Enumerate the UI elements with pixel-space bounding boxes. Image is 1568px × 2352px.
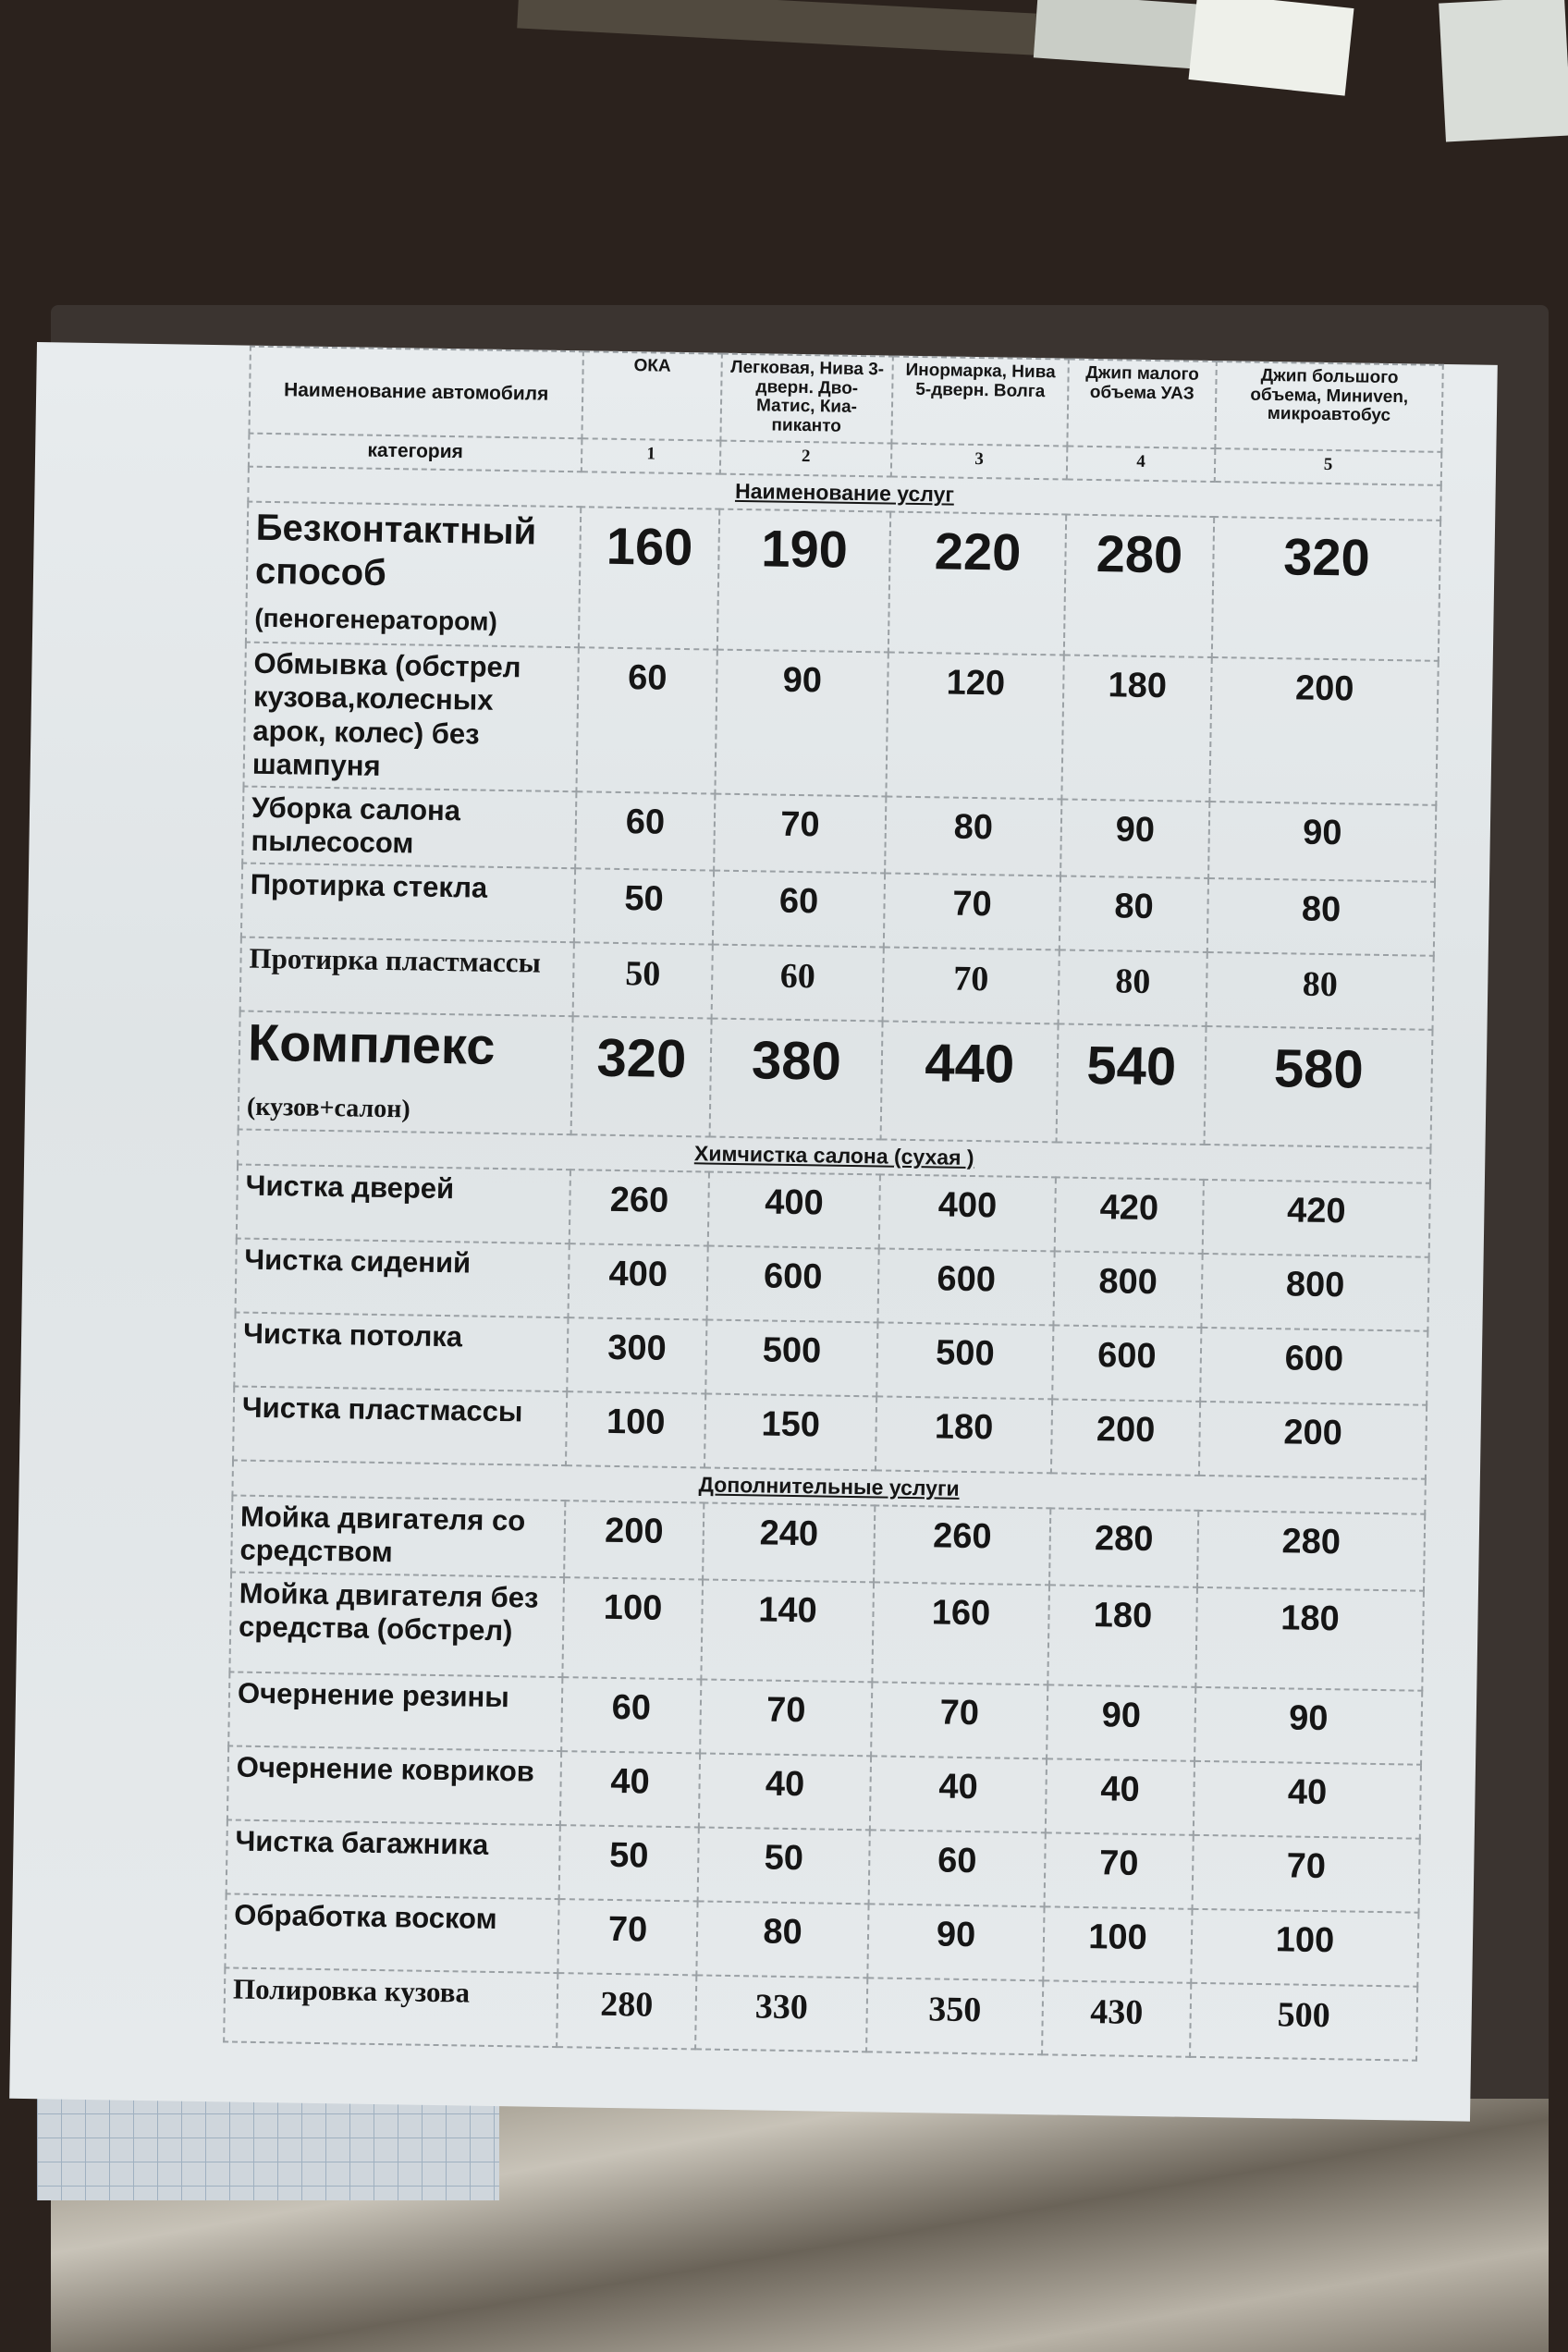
price-cell: 140 [701, 1579, 874, 1682]
price-cell: 320 [571, 1016, 712, 1136]
header-name-label: Наименование автомобиля [249, 347, 582, 439]
service-name: Чистка потолка [234, 1312, 568, 1391]
price-cell: 120 [886, 652, 1063, 799]
price-cell: 40 [699, 1753, 871, 1830]
service-name: Чистка пластмассы [233, 1386, 567, 1465]
price-cell: 600 [1200, 1328, 1427, 1405]
header-col-4: Джип малого объема УАЗ [1067, 360, 1216, 449]
grid-paper-scrap [37, 2089, 499, 2200]
price-cell: 80 [1207, 952, 1434, 1030]
header-col-2: Легковая, Нива 3-дверн. Дво-Матис, Киа-пиканто [720, 354, 892, 444]
price-cell: 100 [562, 1577, 703, 1679]
price-cell: 280 [1049, 1508, 1198, 1587]
table-row [246, 502, 1440, 661]
service-name: Обработка воском [225, 1893, 558, 1973]
price-cell: 70 [1193, 1835, 1420, 1913]
price-cell: 80 [696, 1901, 868, 1978]
background-scrap [1439, 0, 1568, 141]
price-cell: 100 [1191, 1909, 1418, 1987]
price-cell: 280 [557, 1973, 696, 2049]
price-cell: 240 [703, 1502, 875, 1582]
service-name: Чистка дверей [237, 1164, 570, 1243]
price-cell: 300 [567, 1317, 706, 1393]
header-col-5: Джип большого объема, Миниven, микроавтобус [1215, 361, 1442, 452]
service-name: Мойка двигателя без средства (обстрел) [229, 1572, 564, 1677]
table-row [243, 642, 1438, 805]
price-cell: 70 [883, 947, 1060, 1023]
price-cell: 80 [1059, 949, 1207, 1026]
price-cell: 80 [1060, 876, 1208, 952]
price-cell: 90 [1194, 1687, 1422, 1765]
price-cell: 180 [876, 1396, 1052, 1473]
service-name: Чистка багажника [227, 1819, 560, 1899]
price-table [223, 346, 1444, 2062]
price-cell: 260 [570, 1170, 709, 1245]
service-name: Протирка стекла [241, 864, 575, 943]
price-cell: 60 [561, 1677, 701, 1753]
price-cell: 200 [1209, 657, 1438, 805]
price-cell: 90 [715, 649, 888, 796]
service-subtitle: (пеногенератором) [254, 604, 498, 637]
service-name: Безконтактный способ (пеногенератором) [246, 502, 581, 647]
price-cell: 200 [564, 1501, 704, 1580]
price-cell: 80 [885, 796, 1061, 876]
price-cell: 70 [714, 793, 886, 873]
price-cell: 50 [698, 1827, 870, 1904]
header-col-3: Инормарка, Нива 5-дверн. Волга [891, 357, 1068, 447]
price-cell: 50 [559, 1825, 699, 1901]
category-num-2: 2 [720, 441, 892, 477]
price-cell: 200 [1199, 1402, 1427, 1479]
price-cell: 40 [1194, 1761, 1421, 1839]
service-name: Протирка пластмассы [240, 937, 574, 1017]
price-cell: 70 [871, 1682, 1047, 1758]
price-cell: 380 [710, 1019, 883, 1139]
section-additional-title: Дополнительные услуги [698, 1472, 960, 1501]
price-cell: 350 [866, 1978, 1043, 2054]
price-cell: 800 [1053, 1251, 1202, 1328]
table-row [239, 1011, 1433, 1148]
price-cell: 160 [872, 1582, 1049, 1684]
service-name: Очернение ковриков [227, 1746, 561, 1825]
price-cell: 60 [712, 945, 884, 1022]
price-cell: 400 [708, 1171, 880, 1248]
price-cell: 70 [700, 1679, 872, 1756]
service-name: Комплекс (кузов+салон) [239, 1011, 573, 1134]
price-cell: 420 [1055, 1177, 1204, 1254]
price-cell: 160 [579, 507, 719, 649]
price-cell: 200 [1051, 1399, 1200, 1476]
price-cell: 500 [1190, 1983, 1417, 2061]
service-subtitle: (кузов+салон) [246, 1092, 410, 1124]
price-cell: 40 [870, 1756, 1047, 1832]
price-cell: 50 [574, 868, 714, 944]
price-cell: 60 [869, 1830, 1046, 1906]
price-cell: 430 [1042, 1980, 1191, 2057]
background-scrap [1189, 0, 1354, 96]
price-cell: 420 [1203, 1180, 1430, 1257]
price-cell: 580 [1205, 1026, 1433, 1147]
price-cell: 800 [1201, 1254, 1428, 1331]
section-services-title: Наименование услуг [734, 478, 955, 507]
price-cell: 500 [876, 1322, 1053, 1399]
category-num-1: 1 [582, 438, 721, 473]
price-cell: 100 [1043, 1906, 1192, 1983]
price-cell: 70 [884, 874, 1060, 950]
price-cell: 40 [560, 1751, 700, 1827]
price-cell: 400 [569, 1243, 708, 1319]
service-name: Чистка сидений [236, 1238, 570, 1317]
price-cell: 80 [1207, 878, 1435, 956]
category-num-4: 4 [1067, 447, 1216, 483]
price-cell: 70 [557, 1899, 697, 1975]
price-cell: 280 [1197, 1511, 1425, 1591]
service-name: Очернение резины [228, 1672, 562, 1751]
service-name: Полировка кузова [224, 1967, 557, 2047]
price-cell: 600 [877, 1248, 1054, 1325]
price-cell: 180 [1047, 1585, 1197, 1686]
price-cell: 400 [879, 1174, 1056, 1251]
category-num-5: 5 [1215, 448, 1442, 485]
table-row [229, 1572, 1424, 1690]
price-list-sheet [9, 342, 1498, 2122]
price-cell: 500 [705, 1319, 877, 1396]
price-cell: 440 [881, 1021, 1059, 1142]
price-cell: 90 [1060, 799, 1209, 878]
price-cell: 60 [713, 871, 885, 948]
price-cell: 600 [706, 1245, 878, 1322]
category-num-3: 3 [891, 444, 1068, 480]
price-cell: 180 [1061, 655, 1211, 802]
price-cell: 50 [573, 942, 713, 1018]
service-name: Мойка двигателя со средством [231, 1495, 565, 1577]
service-name: Обмывка (обстрел кузова,колесных арок, колес) без шампуня [243, 642, 578, 791]
price-cell: 90 [1208, 802, 1436, 882]
price-cell: 180 [1195, 1587, 1424, 1691]
price-cell: 330 [695, 1975, 867, 2052]
price-cell: 60 [576, 647, 717, 794]
background-scrap [517, 0, 1036, 55]
price-cell: 260 [874, 1505, 1050, 1585]
price-cell: 540 [1057, 1023, 1207, 1144]
price-cell: 220 [888, 512, 1066, 655]
price-cell: 190 [717, 509, 890, 652]
price-cell: 70 [1045, 1832, 1194, 1909]
price-cell: 320 [1212, 517, 1440, 660]
service-name: Уборка салона пылесосом [242, 786, 576, 868]
price-cell: 150 [704, 1393, 876, 1470]
price-cell: 280 [1064, 515, 1214, 657]
price-cell: 40 [1046, 1758, 1194, 1835]
header-col-1: ОКА [582, 351, 721, 440]
price-cell: 600 [1052, 1325, 1201, 1402]
price-cell: 60 [575, 791, 715, 871]
category-label: категория [249, 434, 582, 472]
section-dry-cleaning-title: Химчистка салона (сухая ) [693, 1140, 974, 1170]
price-cell: 100 [566, 1391, 705, 1467]
price-cell: 90 [867, 1904, 1044, 1980]
price-cell: 90 [1047, 1684, 1195, 1761]
